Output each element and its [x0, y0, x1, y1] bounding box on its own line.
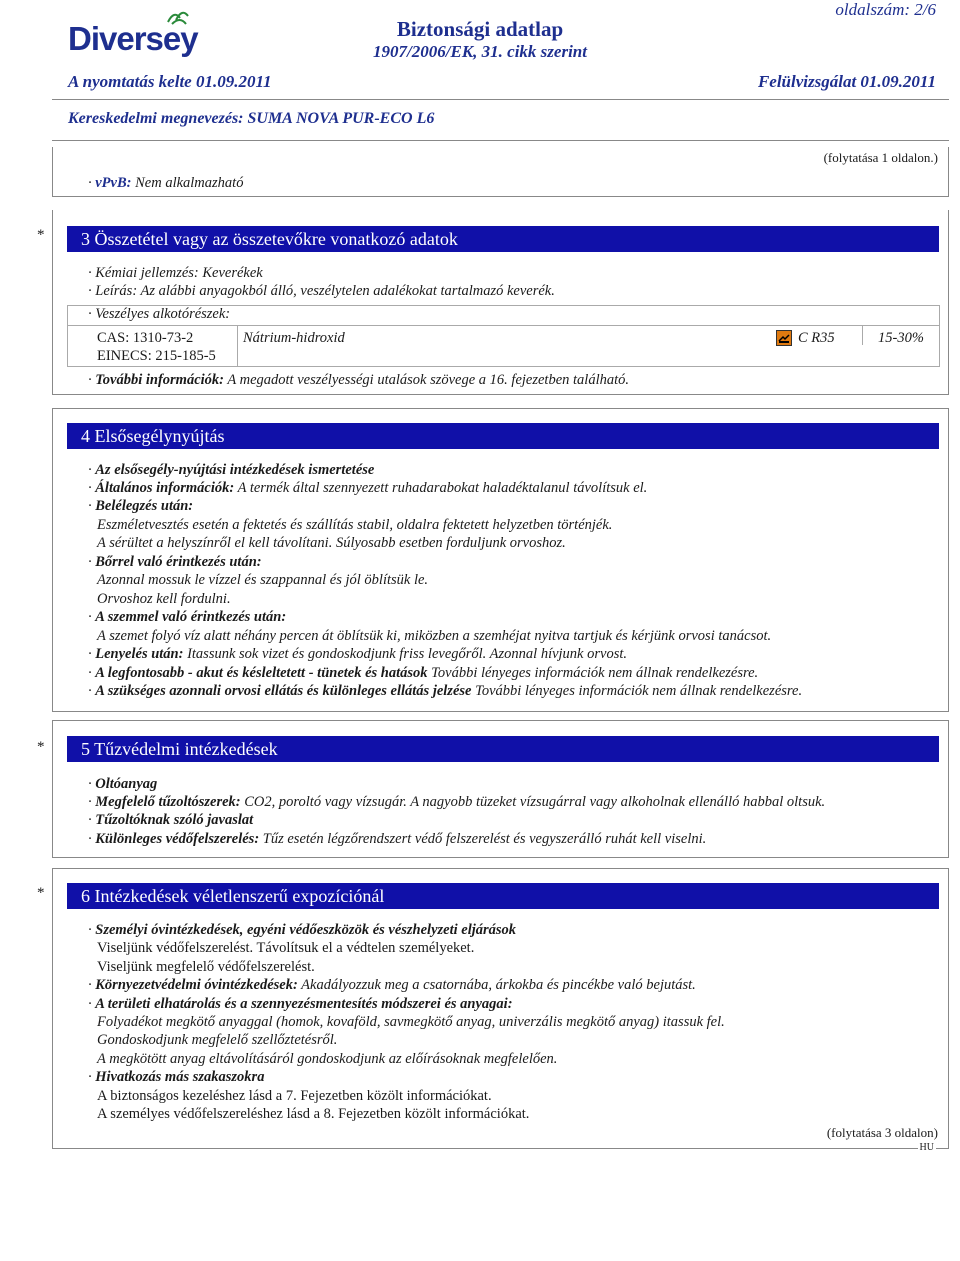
concentration-divider	[862, 325, 863, 345]
section6-title-bar: 6 Intézkedések véletlenszerű expozíciónál	[67, 883, 939, 909]
document-title: Biztonsági adatlap	[396, 17, 564, 41]
section3-chem: · Kémiai jellemzés: Keverékek	[88, 265, 263, 281]
s6-l3-t3: A megkötött anyag eltávolításáról gondoskodjunk az előírásoknak megfelelően.	[97, 1051, 558, 1067]
cas-number: CAS: 1310-73-2	[97, 330, 194, 346]
s4-l8-label: A szükséges azonnali orvosi ellátás és különleges ellátás jelzése	[95, 683, 472, 699]
s5-l2-label: Megfelelő tűzoltószerek:	[95, 794, 241, 810]
s4-l8: · A szükséges azonnali orvosi ellátás és különleges ellátás jelzése További lényeges információk nem állnak rendelkezésre.	[88, 683, 803, 699]
section3-desc: · Leírás: Az alábbi anyagokból álló, veszélytelen adalékokat tartalmazó keverék.	[88, 283, 555, 299]
s5-l4-value: Tűz esetén légzőrendszert védő felszerelést és vegyszerálló ruhát kell viselni.	[262, 831, 707, 847]
section3-chem-text: Kémiai jellemzés: Keverékek	[95, 265, 263, 281]
s4-l4: · Bőrrel való érintkezés után:	[88, 554, 262, 570]
s6-l3-text: A területi elhatárolás és a szennyezésmentesítés módszerei és anyagai:	[95, 996, 513, 1012]
hazard-header: · Veszélyes alkotórészek:	[88, 306, 231, 322]
s5-l4-label: Különleges védőfelszerelés:	[95, 831, 260, 847]
further-info-label: További információk:	[95, 372, 225, 388]
concentration: 15-30%	[878, 330, 924, 346]
product-rule	[52, 140, 949, 141]
s4-l4-label: Bőrrel való érintkezés után:	[95, 554, 262, 570]
continued-from: (folytatása 1 oldalon.)	[823, 150, 938, 165]
substance-name: Nátrium-hidroxid	[243, 330, 345, 346]
s4-l8-value: További lényeges információk nem állnak rendelkezésre.	[475, 683, 803, 699]
s5-l1: · Oltóanyag	[88, 776, 158, 792]
s4-l3-t2: A sérültet a helyszínről el kell távolítani. Súlyosabb esetben forduljunk orvoshoz.	[97, 535, 566, 551]
einecs-number: EINECS: 215-185-5	[97, 348, 216, 364]
s4-l7-value: További lényeges információk nem állnak rendelkezésre.	[431, 665, 759, 681]
s6-l1-text: Személyi óvintézkedések, egyéni védőeszközök és vészhelyzeti eljárások	[95, 922, 517, 938]
section6-change-marker: *	[37, 885, 45, 901]
s5-l4: · Különleges védőfelszerelés: Tűz esetén légzőrendszert védő felszerelést és vegyszerálló ruhát kell viselni.	[88, 831, 707, 847]
hazard-table-header-rule	[67, 325, 940, 326]
s6-l2-label: Környezetvédelmi óvintézkedések:	[95, 977, 298, 993]
s4-l6: · Lenyelés után: Itassunk sok vizet és gondoskodjunk friss levegőről. Azonnal hívjunk orvost.	[88, 646, 627, 662]
corrosive-hazard-icon	[776, 330, 792, 346]
further-info-value: A megadott veszélyességi utalások szövege a 16. fejezetben található.	[227, 372, 630, 388]
s6-l1: · Személyi óvintézkedések, egyéni védőeszközök és vészhelyzeti eljárások	[88, 922, 517, 938]
hazard-header-label: Veszélyes alkotórészek:	[95, 306, 231, 322]
s4-l2-label: Általános információk:	[95, 480, 235, 496]
s5-l3: · Tűzoltóknak szóló javaslat	[88, 812, 254, 828]
s4-l6-value: Itassunk sok vizet és gondoskodjunk friss levegőről. Azonnal hívjunk orvost.	[187, 646, 627, 662]
revision-date: Felülvizsgálat 01.09.2011	[757, 72, 936, 91]
document-subtitle: 1907/2006/EK, 31. cikk szerint	[373, 42, 587, 61]
language-code: HU	[919, 1142, 934, 1153]
s6-l4-t2: A személyes védőfelszereléshez lásd a 8. Fejezetben közölt információkat.	[97, 1106, 530, 1122]
s4-l5-t1: A szemet folyó víz alatt néhány percen át öblítsük ki, miközben a szemhéjat nyitva tartjuk és kérjünk orvosi tanácsot.	[97, 628, 772, 644]
header-rule	[52, 99, 949, 100]
section5-title-bar: 5 Tűzvédelmi intézkedések	[67, 736, 939, 762]
s4-l5-label: A szemmel való érintkezés után:	[95, 609, 287, 625]
continued-to: (folytatása 3 oldalon)	[826, 1125, 938, 1140]
vpvb-value: Nem alkalmazható	[135, 175, 244, 191]
hazard-col-divider	[237, 325, 238, 367]
s5-l1-text: Oltóanyag	[95, 776, 158, 792]
s4-l7-label: A legfontosabb - akut és késleltetett - tünetek és hatások	[95, 665, 428, 681]
s4-l3: · Belélegzés után:	[88, 498, 194, 514]
section3-desc-value: Az alábbi anyagokból álló, veszélytelen adalékokat tartalmazó keverék.	[140, 283, 555, 299]
vpvb-label: vPvB:	[95, 175, 132, 191]
section3-further: · További információk: A megadott veszélyességi utalások szövege a 16. fejezetben található.	[88, 372, 630, 388]
section3-title-bar: 3 Összetétel vagy az összetevőkre vonatkozó adatok	[67, 226, 939, 252]
s4-l3-t1: Eszméletvesztés esetén a fektetés és szállítás stabil, oldalra fektetett helyzetben történjék.	[97, 517, 613, 533]
s4-l2-value: A termék által szennyezett ruhadarabokat haladéktalanul távolítsuk el.	[237, 480, 648, 496]
s4-l7: · A legfontosabb - akut és késleltetett - tünetek és hatások További lényeges információk nem állnak rendelkezésre.	[88, 665, 759, 681]
s6-l2: · Környezetvédelmi óvintézkedések: Akadályozzuk meg a csatornába, árkokba és pincékbe való bejutást.	[88, 977, 696, 993]
s6-l1-t2: Viseljünk megfelelő védőfelszerelést.	[97, 959, 315, 975]
section5-change-marker: *	[37, 739, 45, 755]
product-name: Kereskedelmi megnevezés: SUMA NOVA PUR-ECO L6	[68, 110, 435, 127]
page-number: oldalszám: 2/6	[835, 0, 936, 19]
s6-l4-text: Hivatkozás más szakaszokra	[95, 1069, 265, 1085]
s6-l3-t1: Folyadékot megkötő anyaggal (homok, kovaföld, savmegkötő anyag, univerzális megkötő anyag) itassuk fel.	[97, 1014, 725, 1030]
s6-l4: · Hivatkozás más szakaszokra	[88, 1069, 265, 1085]
vpvb-line: · vPvB: Nem alkalmazható	[88, 175, 244, 191]
section3-desc-label: Leírás:	[95, 283, 138, 299]
s5-l2: · Megfelelő tűzoltószerek: CO2, poroltó vagy vízsugár. A nagyobb tüzeket vízsugárral vagy alkoholnak ellenálló habbal oltsuk.	[88, 794, 826, 810]
s4-l1-text: Az elsősegély-nyújtási intézkedések ismertetése	[95, 462, 375, 478]
s6-l3: · A területi elhatárolás és a szennyezésmentesítés módszerei és anyagai:	[88, 996, 513, 1012]
footer-rule	[52, 1148, 949, 1149]
logo-wordmark: Diversey	[68, 20, 198, 57]
section4-title-bar: 4 Elsősegélynyújtás	[67, 423, 939, 449]
s4-l2: · Általános információk: A termék által szennyezett ruhadarabokat haladéktalanul távolítsuk el.	[88, 480, 648, 496]
classification: C R35	[798, 330, 835, 346]
s6-l3-t2: Gondoskodjunk megfelelő szellőztetésről.	[97, 1032, 338, 1048]
s4-l3-label: Belélegzés után:	[95, 498, 194, 514]
s6-l2-value: Akadályozzuk meg a csatornába, árkokba és pincékbe való bejutást.	[301, 977, 696, 993]
s4-l4-t2: Orvoshoz kell fordulni.	[97, 591, 231, 607]
s6-l1-t1: Viseljünk védőfelszerelést. Távolítsuk el a védtelen személyeket.	[97, 940, 475, 956]
s5-l2-value: CO2, poroltó vagy vízsugár. A nagyobb tüzeket vízsugárral vagy alkoholnak ellenálló habbal oltsuk.	[244, 794, 826, 810]
s4-l5: · A szemmel való érintkezés után:	[88, 609, 287, 625]
s4-l1: · Az elsősegély-nyújtási intézkedések ismertetése	[88, 462, 375, 478]
section3-change-marker: *	[37, 227, 45, 243]
s5-l3-text: Tűzoltóknak szóló javaslat	[95, 812, 254, 828]
s4-l6-label: Lenyelés után:	[95, 646, 184, 662]
s6-l4-t1: A biztonságos kezeléshez lásd a 7. Fejezetben közölt információkat.	[97, 1088, 492, 1104]
print-date: A nyomtatás kelte 01.09.2011	[68, 72, 272, 91]
s4-l4-t1: Azonnal mossuk le vízzel és szappannal és jól öblítsük le.	[97, 572, 429, 588]
